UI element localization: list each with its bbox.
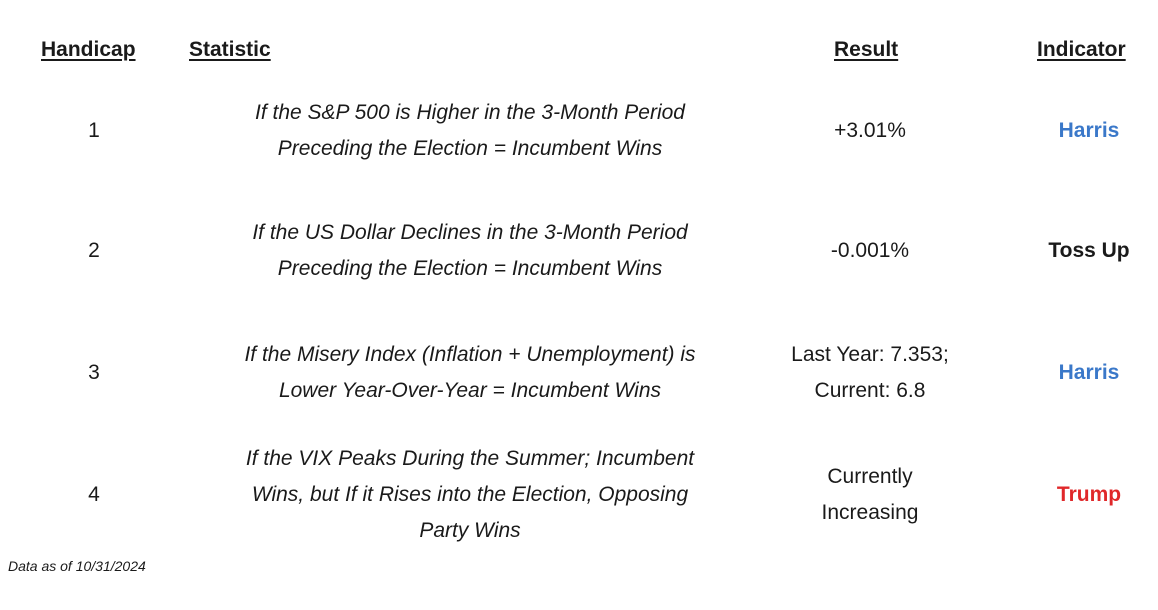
result-cell: [770, 334, 970, 412]
statistic-line: Lower Year-Over-Year = Incumbent Wins: [278, 379, 662, 402]
data-date-footnote: Data as of 10/31/2024: [8, 558, 146, 574]
handicap-cell: 1: [88, 119, 100, 142]
header-result: Result: [834, 38, 899, 61]
indicator-cell: Harris: [1058, 361, 1120, 384]
table-row: [0, 92, 1158, 170]
statistic-line: Party Wins: [419, 519, 521, 542]
indicator-cell: Toss Up: [1048, 239, 1130, 262]
indicator-cell: Trump: [1056, 483, 1122, 506]
statistic-line: If the US Dollar Declines in the 3-Month Period: [252, 221, 688, 244]
header-indicator: Indicator: [1037, 38, 1126, 61]
table-row: [0, 334, 1158, 412]
result-line: -0.001%: [830, 239, 910, 262]
indicator-cell: Harris: [1058, 119, 1120, 142]
result-cell: [770, 212, 970, 290]
statistic-cell: [190, 440, 750, 550]
result-line: Increasing: [821, 501, 919, 524]
header-statistic: Statistic: [189, 38, 271, 61]
result-cell: [770, 92, 970, 170]
statistic-cell: [190, 92, 750, 170]
handicap-cell: 2: [88, 239, 100, 262]
statistic-line: Preceding the Election = Incumbent Wins: [277, 257, 663, 280]
result-line: Currently: [827, 465, 913, 488]
statistic-cell: [190, 334, 750, 412]
statistic-line: Wins, but If it Rises into the Election, Opposing: [251, 483, 689, 506]
statistic-cell: [190, 212, 750, 290]
statistic-line: If the S&P 500 is Higher in the 3-Month Period: [255, 101, 685, 124]
handicap-cell: 3: [88, 361, 100, 384]
result-line: Current: 6.8: [814, 379, 926, 402]
header-handicap: Handicap: [41, 38, 136, 61]
statistic-line: If the Misery Index (Inflation + Unemployment) is: [244, 343, 696, 366]
result-line: Last Year: 7.353;: [791, 343, 949, 366]
statistic-line: If the VIX Peaks During the Summer; Incumbent: [245, 447, 695, 470]
handicap-cell: 4: [88, 483, 100, 506]
table-row: [0, 440, 1158, 550]
table-row: [0, 212, 1158, 290]
result-cell: [770, 440, 970, 550]
result-line: +3.01%: [834, 119, 906, 142]
statistic-line: Preceding the Election = Incumbent Wins: [277, 137, 663, 160]
